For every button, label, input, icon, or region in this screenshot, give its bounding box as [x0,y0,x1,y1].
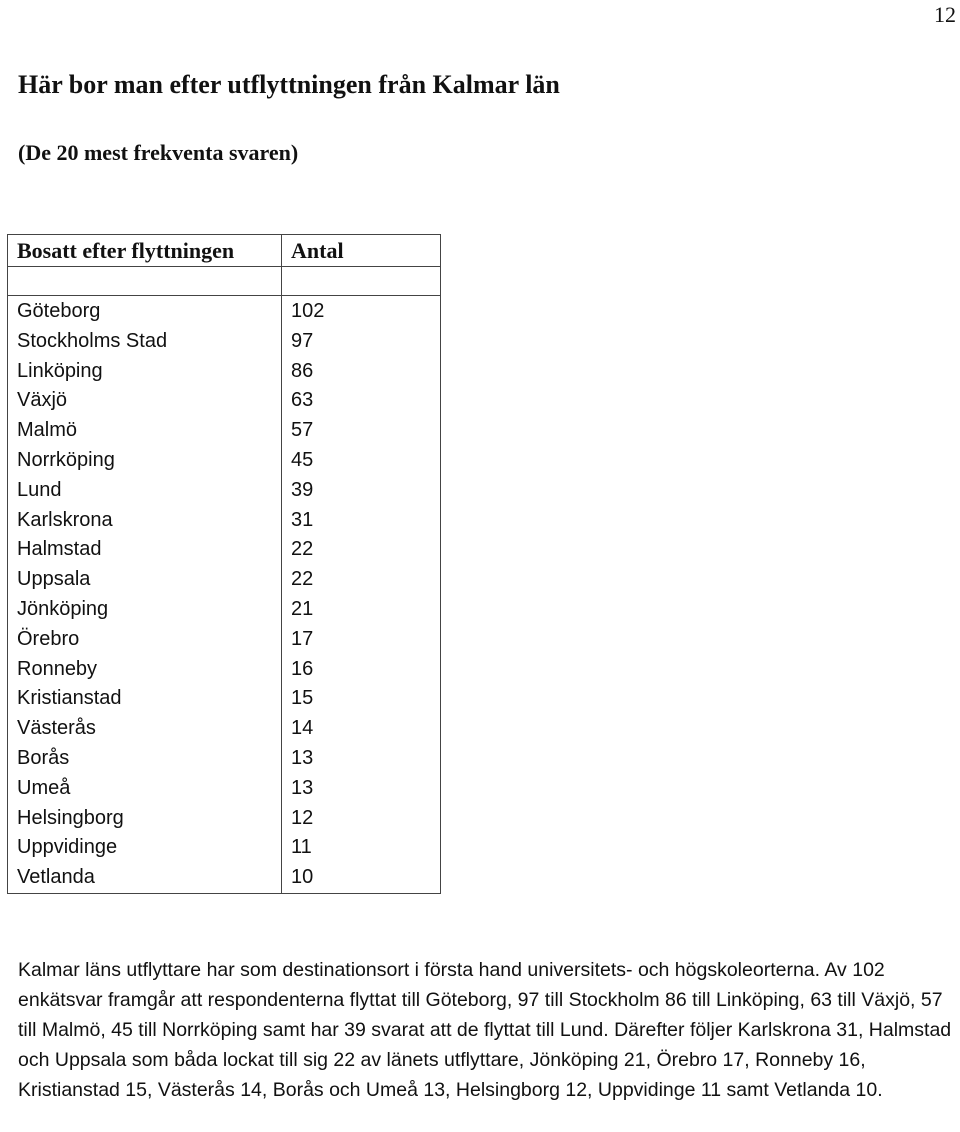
city-count: 102 [291,300,325,322]
city-name: Örebro [17,627,80,650]
header-count: Antal [282,235,441,267]
city-name: Karlskrona [17,508,113,531]
city-count: 63 [291,389,314,412]
city-count: 14 [291,717,314,740]
table-spacer-row [8,267,441,296]
summary-paragraph: Kalmar läns utflyttare har som destinationsort i första hand universitets- och högskoleorterna. Av 102 enkätsvar framgår att respondenterna flyttat till Göteborg, 97 till Stockholm 86 till Linköping, 63 till Växjö, 57 till Malmö, 45 till Norrköping samt har 39 svarat att de flyttat till Lund. Därefter följer Karlskrona 31, Halmstad och Uppsala som båda lockat till sig 22 av länets utflyttare, Jönköping 21, Örebro 17, Ronneby 16, Kristianstad 15, Västerås 14, Borås och Umeå 13, Helsingborg 12, Uppvidinge 11 samt Vetlanda 10. [18,959,952,1101]
city-name: Växjö [17,389,68,412]
city-name: Göteborg [17,300,101,322]
city-count: 22 [291,568,314,591]
table-header-row [8,235,441,267]
header-destination: Bosatt efter flyttningen [8,235,282,267]
city-count: 12 [291,806,314,829]
city-column [8,296,282,894]
city-name: Umeå [17,776,71,799]
city-count: 15 [291,687,314,710]
city-count: 97 [291,329,314,352]
city-name: Jönköping [17,597,109,620]
city-name: Uppvidinge [17,836,118,859]
city-count: 31 [291,508,314,531]
relocation-table [7,234,441,894]
page-title: Här bor man efter utflyttningen från Kalmar län [18,70,560,99]
city-name: Vetlanda [17,866,95,889]
page-number: 12 [934,2,956,27]
city-name: Uppsala [17,568,91,591]
city-name: Linköping [17,359,103,382]
city-count: 45 [291,448,314,471]
city-name: Kristianstad [17,687,122,710]
city-name: Helsingborg [17,806,124,829]
city-name: Västerås [17,717,96,740]
city-count: 13 [291,776,314,799]
city-count: 10 [291,866,314,889]
count-column [282,296,441,894]
city-name: Ronneby [17,657,98,680]
city-count: 86 [291,359,314,382]
city-name: Malmö [17,419,78,442]
city-count: 22 [291,538,314,561]
city-name: Borås [17,746,70,769]
city-count: 21 [291,597,314,620]
spacer-cell [282,267,441,296]
city-count: 39 [291,478,314,501]
city-count: 17 [291,627,314,650]
city-count: 11 [291,836,312,859]
city-count: 57 [291,419,314,442]
city-count: 16 [291,657,314,680]
city-name: Halmstad [17,538,102,561]
spacer-cell [8,267,282,296]
table-body-row [8,296,441,894]
city-name: Lund [17,478,62,501]
city-name: Norrköping [17,448,115,471]
city-count: 13 [291,746,314,769]
city-name: Stockholms Stad [17,329,168,352]
page-subtitle: (De 20 mest frekventa svaren) [18,140,299,165]
